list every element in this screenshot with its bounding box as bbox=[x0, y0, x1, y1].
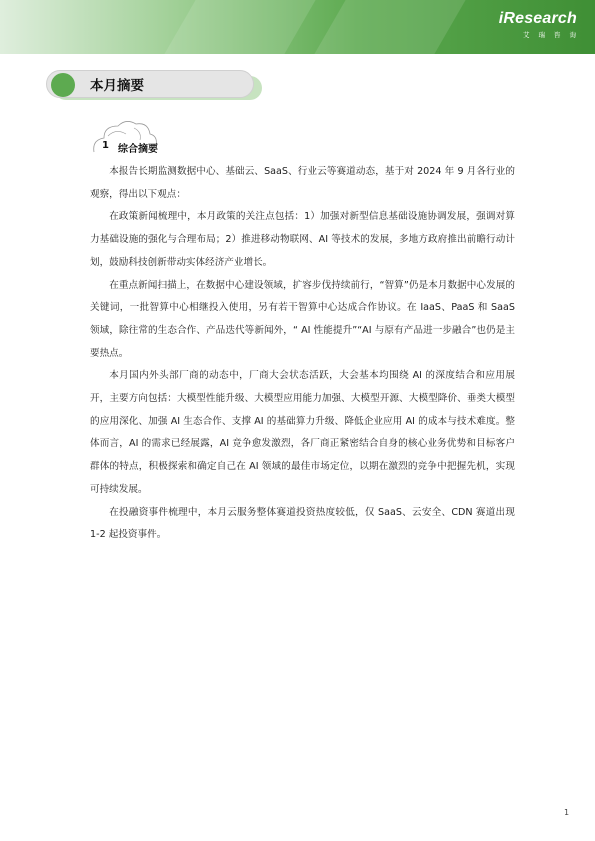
section-heading bbox=[90, 118, 230, 158]
header-banner bbox=[0, 0, 595, 54]
section-number: 1 bbox=[102, 140, 109, 151]
logo-sub-text: 艾瑞咨询 bbox=[523, 31, 585, 39]
title-circle-icon bbox=[51, 73, 75, 97]
logo-main-text: iResearch bbox=[498, 10, 577, 27]
summary-body bbox=[90, 161, 515, 547]
page-number: 1 bbox=[564, 808, 570, 817]
paragraph: 本报告长期监测数据中心、基础云、SaaS、行业云等赛道动态，基于对 2024 年 9 月各行业的观察，得出以下观点： bbox=[90, 166, 515, 200]
page-title-block bbox=[46, 70, 264, 102]
paragraph: 在政策新闻梳理中，本月政策的关注点包括：1）加强对新型信息基础设施协调发展，强调对算力基础设施的强化与合理布局；2）推进移动物联网、AI 等技术的发展，多地方政府推出前瞻行动计划，鼓励科技创新带动实体经济产业增长。 bbox=[90, 211, 515, 268]
section-label: 综合摘要 bbox=[118, 144, 158, 155]
iresearch-logo bbox=[498, 10, 585, 39]
page-title: 本月摘要 bbox=[90, 78, 144, 94]
paragraph: 本月国内外头部厂商的动态中，厂商大会状态活跃，大会基本均围绕 AI 的深度结合和应用展开，主要方向包括：大模型性能升级、大模型应用能力加强、大模型开源、大模型降价、垂类大模型的应用深化、加强 AI 生态合作、支撑 AI 的基础算力升级、降低企业应用 AI 的成本与技术难度。整体而言，AI 的需求已经展露，AI 竞争愈发激烈，各厂商正紧密结合自身的核心业务优势和目标客户群体的特点，积极探索和确定自己在 AI 领域的最佳市场定位，以期在激烈的竞争中把握先机，实现可持续发展。 bbox=[90, 370, 515, 495]
paragraph: 在重点新闻扫描上，在数据中心建设领域，扩容步伐持续前行，“智算”仍是本月数据中心发展的关键词，一批智算中心相继投入使用，另有若干智算中心达成合作协议。在 IaaS、PaaS 和 SaaS 领域，除往常的生态合作、产品迭代等新闻外，“ AI 性能提升”“AI 与原有产品进一步融合”也仍是主要热点。 bbox=[90, 279, 515, 359]
paragraph: 在投融资事件梳理中，本月云服务整体赛道投资热度较低，仅 SaaS、云安全、CDN 赛道出现 1-2 起投资事件。 bbox=[90, 506, 515, 541]
title-pill bbox=[46, 70, 254, 98]
